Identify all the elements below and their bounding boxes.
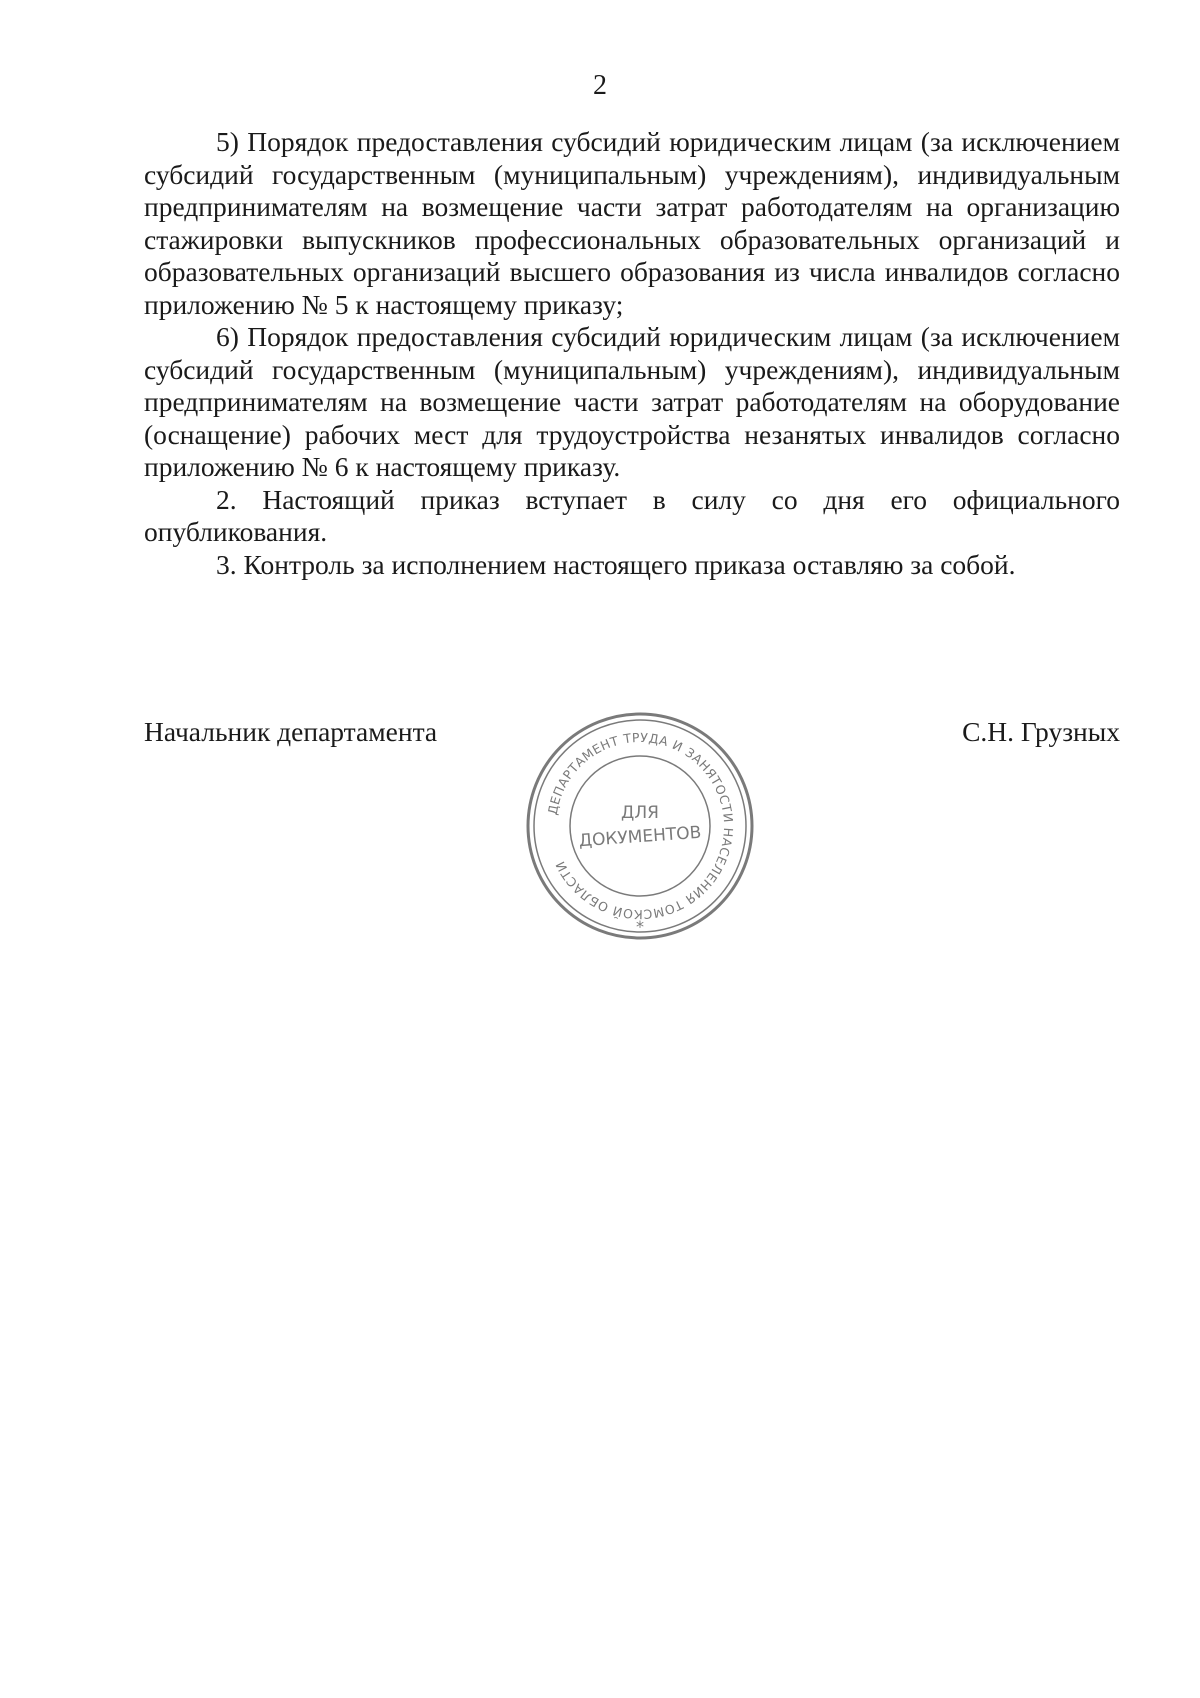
signatory-title: Начальник департамента <box>144 716 438 747</box>
stamp-center-line1: ДЛЯ <box>621 803 659 823</box>
paragraph-item-5: 5) Порядок предоставления субсидий юридическим лицам (за исключением субсидий государственным (муниципальным) учреждениям), индивидуальным предпринимателям на возмещение части затрат работодателям на организацию стажировки выпускников профессиональных образовательных организаций и образовательных организаций высшего образования из числа инвалидов согласно приложению № 5 к настоящему приказу; <box>144 126 1120 320</box>
signatory-name: С.Н. Грузных <box>962 716 1120 747</box>
stamp-center-line2: ДОКУМЕНТОВ <box>578 822 702 852</box>
document-body <box>144 126 1120 581</box>
paragraph-clause-2: 2. Настоящий приказ вступает в силу со дня его официального опубликования. <box>144 483 1120 547</box>
stamp-star: * <box>636 917 644 936</box>
paragraph-clause-3: 3. Контроль за исполнением настоящего приказа оставляю за собой. <box>216 548 1016 580</box>
official-seal-stamp <box>520 706 760 946</box>
page-number: 2 <box>593 70 607 101</box>
paragraph-item-6: 6) Порядок предоставления субсидий юридическим лицам (за исключением субсидий государственным (муниципальным) учреждениям), индивидуальным предпринимателям на возмещение части затрат работодателям на оборудование (оснащение) рабочих мест для трудоустройства незанятых инвалидов согласно приложению № 6 к настоящему приказу. <box>144 321 1120 482</box>
stamp-ring-text: ДЕПАРТАМЕНТ ТРУДА И ЗАНЯТОСТИ НАСЕЛЕНИЯ ТОМСКОЙ ОБЛАСТИ <box>544 729 737 923</box>
